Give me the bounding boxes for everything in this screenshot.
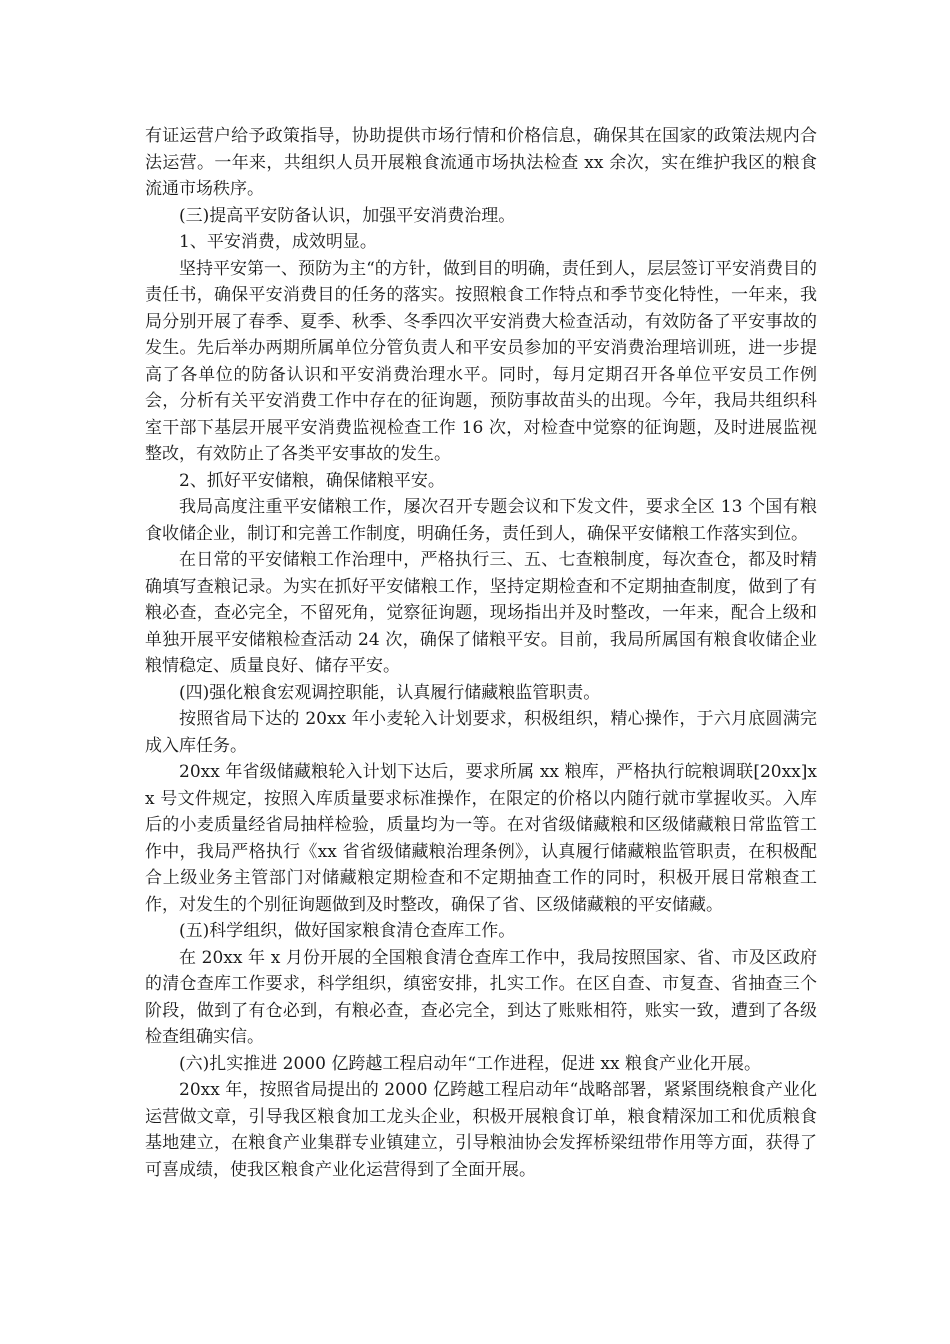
paragraph-daily-management: 在日常的平安储粮工作治理中，严格执行三、五、七查粮制度，每次查仓，都及时精确填写查粮记录。为实在抓好平安储粮工作，坚持定期检查和不定期抽查制度，做到了有粮必查，查必完全，不留死角，觉察征询题，现场指出并及时整改，一年来，配合上级和单独开展平安储粮检查活动 24 次，确保了储粮平安。目前，我局所属国有粮食收储企业粮情稳定、质量良好、储存平安。 [145,550,817,676]
paragraph-section-5-heading: (五)科学组织，做好国家粮食清仓查库工作。 [179,921,516,941]
paragraph-industrialization: 20xx 年，按照省局提出的 2000 亿跨越工程启动年“战略部署，紧紧围绕粮食产业化运营做文章，引导我区粮食加工龙头企业，积极开展粮食订单，粮食精深加工和优质粮食基地建立，在粮食产业集群专业镇建立，引导粮油协会发挥桥梁纽带作用等方面，获得了可喜成绩，使我区粮食产业化运营得到了全面开展。 [145,1080,817,1180]
paragraph-safety-production: 坚持平安第一、预防为主“的方针，做到目的明确，责任到人，层层签订平安消费目的责任书，确保平安消费目的任务的落实。按照粮食工作特点和季节变化特性，一年来，我局分别开展了春季、夏季、秋季、冬季四次平安消费大检查活动，有效防备了平安事故的发生。先后举办两期所属单位分管负责人和平安员参加的平安消费治理培训班，进一步提高了各单位的防备认识和平安消费治理水平。同时，每月定期召开各单位平安员工作例会，分析有关平安消费工作中存在的征询题，预防事故苗头的出现。今年，我局共组织科室干部下基层开展平安消费监视检查工作 16 次，对检查中觉察的征询题，及时进展监视整改，有效防止了各类平安事故的发生。 [145,258,817,464]
paragraph-section-3-heading: (三)提高平安防备认识，加强平安消费治理。 [179,205,516,226]
paragraph-subheading-1: 1、平安消费，成效明显。 [179,232,377,252]
paragraph-provincial-reserve: 20xx 年省级储藏粮轮入计划下达后，要求所属 xx 粮库，严格执行皖粮调联[20xx]xx 号文件规定，按照入库质量要求标准操作，在限定的价格以内随行就市掌握收买。入库后的小麦质量经省局抽样检验，质量均为一等。在对省级储藏粮和区级储藏粮日常监管工作中，我局严格执行《xx 省省级储藏粮治理条例》，认真履行储藏粮监管职责，在积极配合上级业务主管部门对储藏粮定期检查和不定期抽查工作的同时，积极开展日常粮查工作，对发生的个别征询题做到及时整改，确保了省、区级储藏粮的平安储藏。 [145,762,817,915]
paragraph-warehouse-check: 在 20xx 年 x 月份开展的全国粮食清仓查库工作中，我局按照国家、省、市及区政府的清仓查库工作要求，科学组织，缜密安排，扎实工作。在区自查、市复查、省抽查三个阶段，做到了有仓必到，有粮必查，查必完全，到达了账账相符，账实一致，遭到了各级检查组确实信。 [145,947,817,1047]
paragraph-safe-storage: 我局高度注重平安储粮工作，屡次召开专题会议和下发文件，要求全区 13 个国有粮食收储企业，制订和完善工作制度，明确任务，责任到人，确保平安储粮工作落实到位。 [145,497,817,544]
paragraph-1: 有证运营户给予政策指导，协助提供市场行情和价格信息，确保其在国家的政策法规内合法运营。一年来，共组织人员开展粮食流通市场执法检查 xx 余次，实在维护我区的粮食流通市场秩序。 [145,126,817,199]
document-body [145,123,817,1183]
paragraph-section-6-heading: (六)扎实推进 2000 亿跨越工程启动年“工作进程，促进 xx 粮食产业化开展。 [179,1053,762,1074]
paragraph-wheat-plan: 按照省局下达的 20xx 年小麦轮入计划要求，积极组织，精心操作，于六月底圆满完成入库任务。 [145,709,817,756]
paragraph-section-4-heading: (四)强化粮食宏观调控职能，认真履行储藏粮监管职责。 [179,682,601,703]
paragraph-subheading-2: 2、抓好平安储粮，确保储粮平安。 [179,470,445,491]
